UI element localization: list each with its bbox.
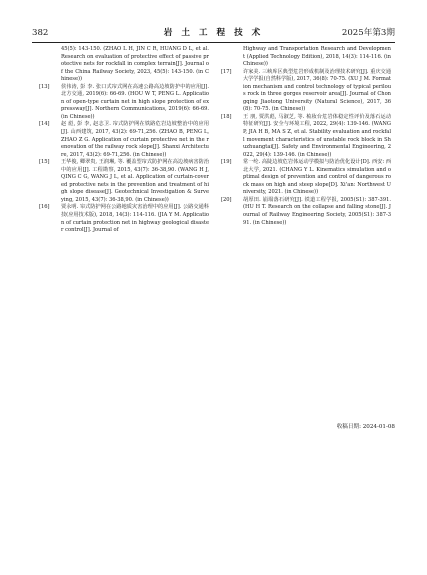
reference-text: 常一纶. 高陡边坡危岩体运动学模拟与防治优化设计[D]. 西安: 西北大学, 2021. (CHANG Y L. Kinematics simulation and optimal design of prevention and control of dangerous rock mass on high and steep slope[D]. Xi’an: Northwest University, 2021. (in Chinese))	[243, 159, 391, 196]
reference-entry	[39, 46, 209, 84]
page-header	[32, 26, 395, 40]
page-number: 382	[32, 28, 49, 38]
reference-entry	[221, 159, 391, 197]
reference-column-left	[39, 46, 209, 235]
reference-text: 赵 彪, 彭 李, 赵志卫. 帘式防护网在铁路危岩边坡整治中的应用[J]. 山西建筑, 2017, 43(2): 69-71,256. (ZHAO B, PENG L, ZHAO Z G. Application of curtain protective net in the renovation of the railway rock slope[J]. Shanxi Architecture, 2017, 43(2): 69-71,256. (in Chinese))	[61, 121, 209, 158]
reference-number: [15]	[39, 159, 50, 166]
reference-number: [14]	[39, 121, 50, 128]
reference-text: 胡厚田. 崩塌落石研究[J]. 铁道工程学报, 2005(S1): 387-391. (HU H T. Research on the collapse and falling stone[J]. Journal of Railway Engineering Society, 2005(S1): 387-391. (in Chinese))	[243, 196, 391, 226]
reference-entry	[39, 159, 209, 204]
journal-title: 岩 土 工 程 技 术	[163, 28, 264, 38]
reference-text: 王 朋, 贾洪彪, 马淑芝, 等. 梳妆台危岩体稳定性评价及落石运动特征研究[J]. 安全与环境工程, 2022, 29(4): 139-146. (WANG P, JIA H B, MA S Z, et al. Stability evaluation and rockfall movement characteristics of unstable rock block in Shuzhuangtai[J]. Safety and Environmental Engineering, 2022, 29(4): 139-146. (in Chinese))	[243, 113, 391, 158]
header-rule	[32, 42, 395, 43]
reference-text: 许家美. 三峡库区典型危岩形成机制及治理技术研究[J]. 重庆交通大学学报(自然科学版), 2017, 36(8): 70-75. (XU J M. Formation mechanism and control technology of typical perilous rock in three gorges reservoir area[J]. Journal of Chongqing Jiaotong University (Natural Science), 2017, 36(8): 70-75. (in Chinese))	[243, 68, 391, 113]
reference-column-right	[221, 46, 391, 227]
reference-entry	[221, 69, 391, 114]
received-date: 收稿日期: 2024-01-08	[336, 424, 395, 430]
reference-text: 王华俊, 卿翠贵, 王润琳, 等. 覆盖型帘式防护网在高边坡病害防治中的应用[J]. 工程勘察, 2015, 43(7): 36-38,90. (WANG H J, QING C G, WANG J L, et al. Application of curtain-covered protective nets in the prevention and treatment of high slope disease[J]. Geotechnical Investigation & Surveying, 2015, 43(7): 36-38,90. (in Chinese))	[61, 159, 209, 203]
reference-text: Highway and Transportation Research and Development (Applied Technology Edition), 2018, 14(3): 114-116. (in Chinese))	[243, 46, 391, 68]
reference-text: 侯伟涛, 彭 李. 张口式帘式网在高速公路高边坡防护中的应用[J]. 北方交通, 2019(6): 66-69. (HOU W T, PENG L. Application of open-type curtain net in high slope protection of expressway[J]. Northern Communications, 2019(6): 66-69. (in Chinese))	[61, 83, 209, 120]
reference-entry	[39, 204, 209, 234]
reference-number: [20]	[221, 196, 232, 203]
issue-info: 2025年第3期	[341, 28, 395, 38]
reference-text: 贾永明. 帘式防护网在公路地质灾害治理中的应用[J]. 公路交通科技(应用技术版), 2018, 14(3): 114-116. (JIA Y M. Application of curtain protection net in highway geological disaster control[J]. Journal of	[61, 204, 209, 234]
reference-text: 45(5): 143-150. (ZHAO L H, JIN C R, HUANG D L, et al. Research on evaluation of protective effect of passive protective nets for rockfall in complex terrain[J]. Journal of the China Railway Society, 2023, 45(5): 143-150. (in Chinese))	[61, 46, 209, 83]
reference-number: [13]	[39, 83, 50, 90]
reference-number: [17]	[221, 68, 232, 75]
reference-number: [19]	[221, 159, 232, 166]
reference-entry	[221, 46, 391, 69]
reference-entry	[221, 197, 391, 227]
reference-entry	[39, 121, 209, 159]
reference-entry	[39, 84, 209, 122]
reference-number: [18]	[221, 113, 232, 120]
reference-entry	[221, 114, 391, 159]
reference-number: [16]	[39, 204, 50, 211]
